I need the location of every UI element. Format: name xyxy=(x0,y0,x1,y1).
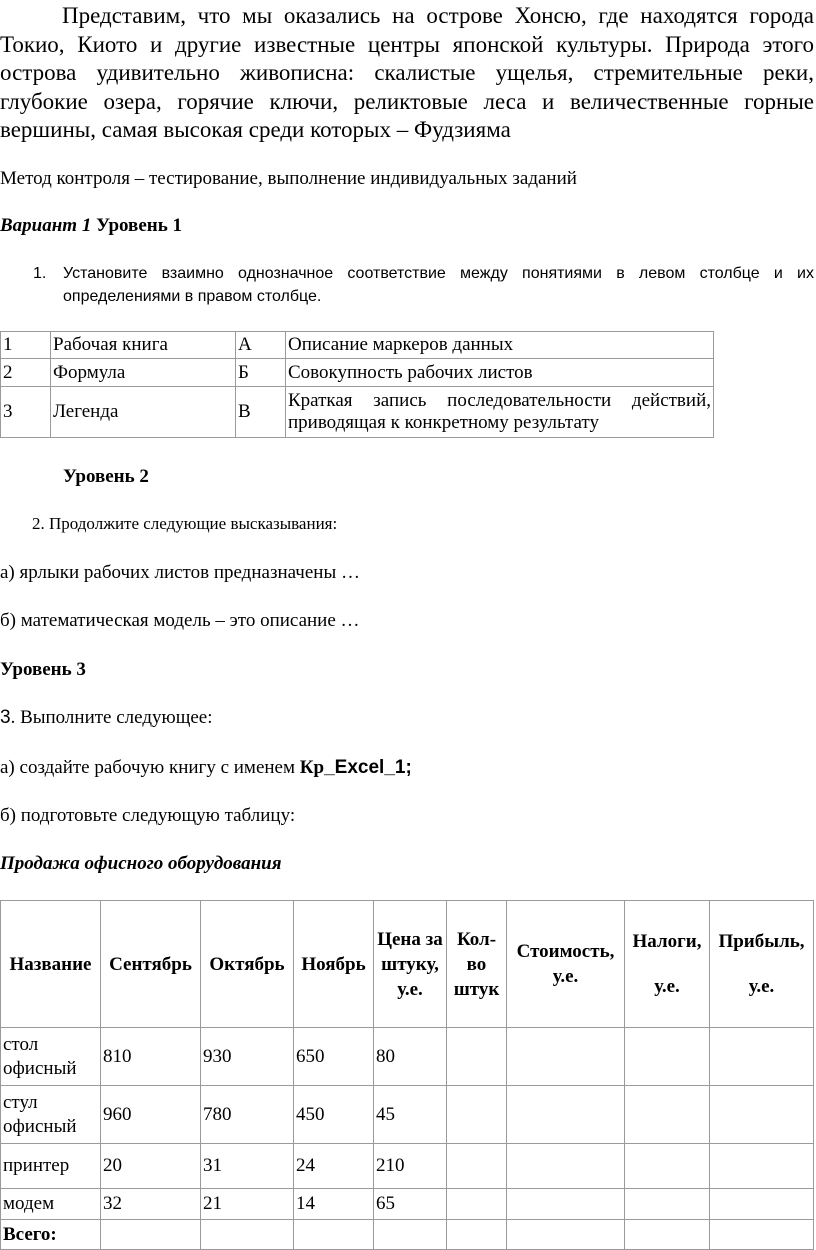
task-3-item-b: б) подготовьте следующую таблицу: xyxy=(0,805,296,826)
cell-price: 45 xyxy=(374,1086,447,1144)
header-november: Ноябрь xyxy=(294,901,374,1028)
match-letter: Б xyxy=(236,359,286,387)
level-3-heading: Уровень 3 xyxy=(0,659,86,680)
header-name: Название xyxy=(1,901,101,1028)
task-1-number: 1. xyxy=(33,265,47,282)
match-num: 3 xyxy=(1,387,51,438)
task-2-text: 2. Продолжите следующие высказывания: xyxy=(32,514,338,533)
matching-table xyxy=(0,331,714,438)
sales-table xyxy=(0,900,814,1250)
header-price: Цена за штуку, у.е. xyxy=(374,901,447,1028)
table-row xyxy=(1,1028,814,1086)
cell-name: модем xyxy=(1,1189,101,1220)
cell-september: 810 xyxy=(101,1028,201,1086)
header-october: Октябрь xyxy=(201,901,294,1028)
sales-table-title: Продажа офисного оборудования xyxy=(0,853,282,874)
cell-taxes xyxy=(625,1028,710,1086)
task-3-number: 3 xyxy=(0,707,11,728)
cell-profit xyxy=(710,1028,814,1086)
total-label: Всего: xyxy=(1,1220,101,1250)
cell-name: принтер xyxy=(1,1144,101,1189)
intro-paragraph xyxy=(0,2,814,145)
cell-total xyxy=(201,1220,294,1250)
match-num: 1 xyxy=(1,332,51,359)
cell-total xyxy=(447,1220,507,1250)
task-3-item-a xyxy=(0,756,412,780)
header-quantity: Кол-во штук xyxy=(447,901,507,1028)
cell-price: 80 xyxy=(374,1028,447,1086)
control-method: Метод контроля – тестирование, выполнение индивидуальных заданий xyxy=(0,168,577,189)
cell-taxes xyxy=(625,1189,710,1220)
cell-taxes xyxy=(625,1144,710,1189)
cell-november: 650 xyxy=(294,1028,374,1086)
cell-cost xyxy=(507,1028,625,1086)
table-row xyxy=(1,1086,814,1144)
header-taxes-line1: Налоги, xyxy=(632,931,702,952)
table-row xyxy=(1,1144,814,1189)
table-row xyxy=(1,387,714,438)
task-3-instruction: . Выполните следующее: xyxy=(10,707,213,728)
cell-profit xyxy=(710,1086,814,1144)
task-1-text: Установите взаимно однозначное соответствие между понятиями в левом столбце и их определениями в правом столбце. xyxy=(63,265,814,305)
cell-name: стол офисный xyxy=(1,1028,101,1086)
total-row xyxy=(1,1220,814,1250)
header-profit xyxy=(710,901,814,1028)
cell-profit xyxy=(710,1189,814,1220)
match-definition: Совокупность рабочих листов xyxy=(286,359,714,387)
table-row xyxy=(1,332,714,359)
cell-quantity xyxy=(447,1189,507,1220)
cell-total xyxy=(710,1220,814,1250)
intro-text: Представим, что мы оказались на острове Хонсю, где находятся города Токио, Киото и другие известные центры японской культуры. Природа этого острова удивительно живописна: скалистые ущелья, стремительные реки, глубокие озера, горячие ключи, реликтовые леса и величественные горные вершины, самая высокая среди которых – Фудзияма xyxy=(0,3,814,142)
header-profit-line1: Прибыль, xyxy=(718,931,805,952)
level-2-heading: Уровень 2 xyxy=(63,466,149,487)
task-2-item-a: а) ярлыки рабочих листов предназначены … xyxy=(0,562,360,583)
cell-quantity xyxy=(447,1028,507,1086)
task-3-text xyxy=(0,706,212,730)
cell-november: 450 xyxy=(294,1086,374,1144)
cell-quantity xyxy=(447,1086,507,1144)
match-letter: В xyxy=(236,387,286,438)
header-row xyxy=(1,901,814,1028)
task-3-item-a-prefix: а) создайте рабочую книгу с именем xyxy=(0,757,300,778)
cell-september: 32 xyxy=(101,1189,201,1220)
cell-cost xyxy=(507,1144,625,1189)
cell-total xyxy=(625,1220,710,1250)
match-letter: А xyxy=(236,332,286,359)
table-row xyxy=(1,1189,814,1220)
variant-label: Вариант 1 xyxy=(0,215,92,236)
cell-september: 960 xyxy=(101,1086,201,1144)
cell-total xyxy=(374,1220,447,1250)
match-term: Легенда xyxy=(51,387,236,438)
cell-profit xyxy=(710,1144,814,1189)
cell-taxes xyxy=(625,1086,710,1144)
variant-heading xyxy=(0,214,182,238)
cell-total xyxy=(294,1220,374,1250)
level-1-label: Уровень 1 xyxy=(96,215,182,236)
cell-october: 780 xyxy=(201,1086,294,1144)
cell-cost xyxy=(507,1189,625,1220)
cell-november: 14 xyxy=(294,1189,374,1220)
cell-total xyxy=(507,1220,625,1250)
cell-name: стул офисный xyxy=(1,1086,101,1144)
workbook-name-part2: _Excel_1; xyxy=(324,757,412,778)
cell-price: 65 xyxy=(374,1189,447,1220)
cell-price: 210 xyxy=(374,1144,447,1189)
match-term: Рабочая книга xyxy=(51,332,236,359)
cell-november: 24 xyxy=(294,1144,374,1189)
match-definition: Описание маркеров данных xyxy=(286,332,714,359)
table-row xyxy=(1,359,714,387)
cell-quantity xyxy=(447,1144,507,1189)
cell-october: 31 xyxy=(201,1144,294,1189)
match-definition: Краткая запись последовательности действий, приводящая к конкретному результату xyxy=(286,387,714,438)
task-1 xyxy=(33,262,814,308)
task-2-item-b: б) математическая модель – это описание … xyxy=(0,610,360,631)
cell-total xyxy=(101,1220,201,1250)
header-september: Сентябрь xyxy=(101,901,201,1028)
match-num: 2 xyxy=(1,359,51,387)
match-term: Формула xyxy=(51,359,236,387)
cell-september: 20 xyxy=(101,1144,201,1189)
header-taxes-line2: у.е. xyxy=(654,976,680,997)
header-profit-line2: у.е. xyxy=(748,976,775,997)
workbook-name-part1: Кр xyxy=(299,757,325,778)
header-taxes xyxy=(625,901,710,1028)
cell-october: 930 xyxy=(201,1028,294,1086)
cell-cost xyxy=(507,1086,625,1144)
cell-october: 21 xyxy=(201,1189,294,1220)
header-cost: Стоимость, у.е. xyxy=(507,901,625,1028)
